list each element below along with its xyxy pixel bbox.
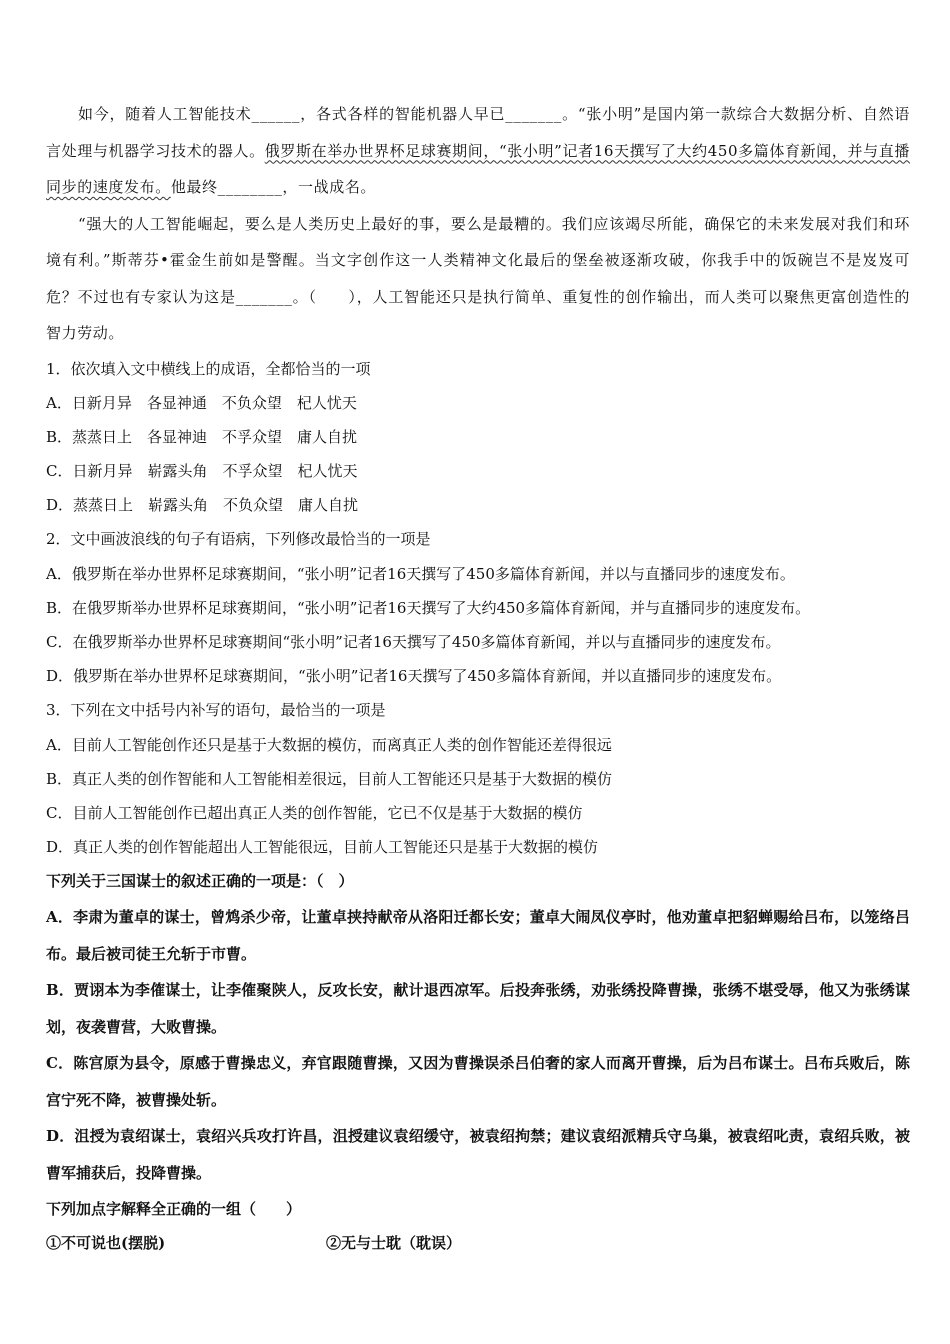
question-5 xyxy=(46,1192,910,1261)
document-page xyxy=(46,96,910,1260)
option-c[interactable]: C．日新月异 崭露头角 不孚众望 杞人忧天 xyxy=(46,462,358,481)
question-2 xyxy=(46,522,910,693)
option-d[interactable]: D．沮授为袁绍谋士，袁绍兴兵攻打许昌，沮授建议袁绍缓守，被袁绍拘禁；建议袁绍派精兵守乌巢，被袁绍叱责，袁绍兵败，被曹军捕获后，投降曹操。 xyxy=(46,1127,910,1183)
wavy-underlined-sentence: 俄罗斯在举办世界杯足球赛期间，“张小明”记者16天撰写了大约450多篇体育新闻，并与直播同步的速度发布。 xyxy=(46,141,910,196)
question-stem: 下列加点字解释全正确的一组（ ） xyxy=(46,1199,302,1218)
item-pair xyxy=(46,1226,910,1260)
option-d[interactable]: D．真正人类的创作智能超出人工智能很远，目前人工智能还只是基于大数据的模仿 xyxy=(46,838,599,857)
question-stem: 1．依次填入文中横线上的成语，全都恰当的一项 xyxy=(46,359,371,378)
item-1: ①不可说也(摆脱) xyxy=(46,1234,166,1253)
question-3 xyxy=(46,693,910,864)
option-c[interactable]: C．目前人工智能创作已超出真正人类的创作智能，它已不仅是基于大数据的模仿 xyxy=(46,803,583,822)
question-1 xyxy=(46,352,910,523)
option-a[interactable]: A．目前人工智能创作还只是基于大数据的模仿，而离真正人类的创作智能还差得很远 xyxy=(46,735,612,754)
question-stem: 下列关于三国谋士的叙述正确的一项是：（ ） xyxy=(46,872,354,891)
question-stem: 2．文中画波浪线的句子有语病，下列修改最恰当的一项是 xyxy=(46,530,431,549)
option-b[interactable]: B．真正人类的创作智能和人工智能相差很远，目前人工智能还只是基于大数据的模仿 xyxy=(46,769,613,788)
option-d[interactable]: D．蒸蒸日上 崭露头角 不负众望 庸人自扰 xyxy=(46,496,359,515)
passage-text: 如今，随着人工智能技术______，各式各样的智能机器人早已_______。“张小明”是国内第一款综合大数据分析、自然语言处理与机器学习技术的器人。 xyxy=(46,105,910,160)
question-stem: 3．下列在文中括号内补写的语句，最恰当的一项是 xyxy=(46,701,386,720)
option-a[interactable]: A．李肃为董卓的谋士，曾鸩杀少帝，让董卓挟持献帝从洛阳迁都长安；董卓大闹凤仪亭时，他劝董卓把貂蝉赐给吕布，以笼络吕布。最后被司徒王允斩于市曹。 xyxy=(46,907,910,963)
item-2: ②无与士耽（耽误） xyxy=(326,1234,462,1253)
option-a[interactable]: A．俄罗斯在举办世界杯足球赛期间，“张小明”记者16天撰写了450多篇体育新闻，并以与直播同步的速度发布。 xyxy=(46,564,795,583)
passage-text: 他最终________，一战成名。 xyxy=(170,178,377,196)
option-b[interactable]: B．贾诩本为李傕谋士，让李傕聚陕人，反攻长安，献计退西凉军。后投奔张绣，劝张绣投降曹操，张绣不堪受辱，他又为张绣谋划，夜袭曹营，大败曹操。 xyxy=(46,981,910,1036)
question-4 xyxy=(46,864,910,1191)
option-b[interactable]: B．在俄罗斯举办世界杯足球赛期间，“张小明”记者16天撰写了大约450多篇体育新闻，并与直播同步的速度发布。 xyxy=(46,598,811,617)
passage-paragraph-2: “强大的人工智能崛起，要么是人类历史上最好的事，要么是最糟的。我们应该竭尽所能，确保它的未来发展对我们和环境有利。”斯蒂芬•霍金生前如是警醒。当文字创作这一人类精神文化最后的堡垒被逐渐攻破，你我手中的饭碗岂不是岌岌可危？不过也有专家认为这是_______。（ ），人工智能还只是执行简单、重复性的创作输出，而人类可以聚焦更富创造性的智力劳动。 xyxy=(46,214,910,342)
option-b[interactable]: B．蒸蒸日上 各显神迪 不孚众望 庸人自扰 xyxy=(46,427,358,446)
passage-paragraph-1 xyxy=(46,96,910,206)
option-c[interactable]: C．在俄罗斯举办世界杯足球赛期间“张小明”记者16天撰写了450多篇体育新闻，并以与直播同步的速度发布。 xyxy=(46,633,781,651)
option-d[interactable]: D．俄罗斯在举办世界杯足球赛期间，“张小明”记者16天撰写了450多篇体育新闻，并以直播同步的速度发布。 xyxy=(46,667,782,686)
option-c[interactable]: C．陈宫原为县令，原感于曹操忠义，弃官跟随曹操，又因为曹操误杀吕伯奢的家人而离开曹操，后为吕布谋士。吕布兵败后，陈宫宁死不降，被曹操处斩。 xyxy=(46,1054,910,1109)
option-a[interactable]: A．日新月异 各显神通 不负众望 杞人忧天 xyxy=(46,393,357,412)
